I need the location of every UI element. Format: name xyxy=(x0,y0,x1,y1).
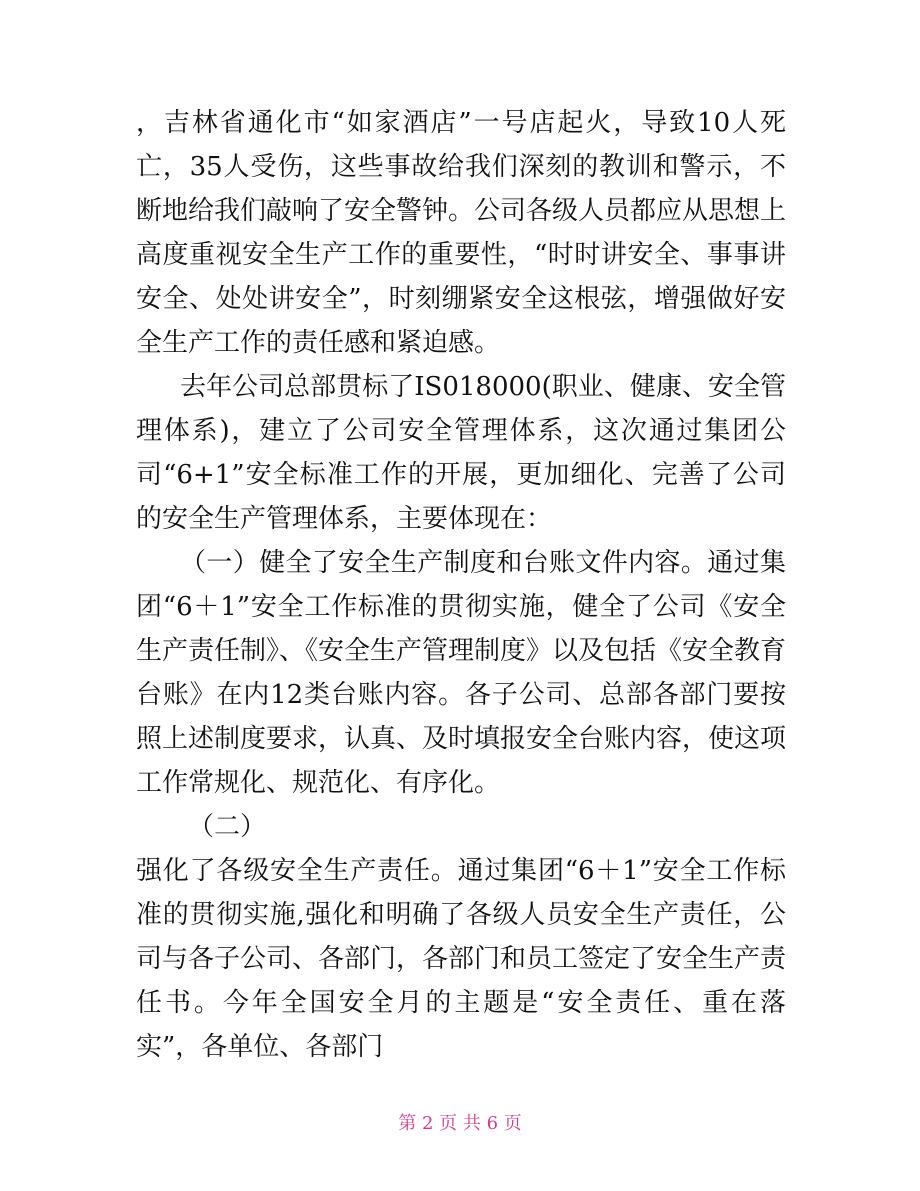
paragraph-item-one: （一）健全了安全生产制度和台账文件内容。通过集团“6＋1”安全工作标准的贯彻实施，健全了公司《安全生产责任制》、《安全生产管理制度》以及包括《安全教育台账》在内12类台账内容。各子公司、总部各部门要按照上述制度要求，认真、及时填报安全台账内容，使这项工作常规化、规范化、有序化。 xyxy=(136,548,787,798)
paragraph-fire-accident: ，吉林省通化市“如家酒店”一号店起火，导致10人死亡，35人受伤，这些事故给我们深刻的教训和警示，不断地给我们敲响了安全警钟。公司各级人员都应从思想上高度重视安全生产工作的重要性，“时时讲安全、事事讲安全、处处讲安全”，时刻绷紧安全这根弦，增强做好安全生产工作的责任感和紧迫感。 xyxy=(136,108,787,358)
paragraph-item-two-heading: （二） xyxy=(188,812,267,842)
page-number-footer: 第 2 页 共 6 页 xyxy=(398,1113,522,1134)
document-body xyxy=(136,101,786,1069)
paragraph-safety-system: 去年公司总部贯标了IS018000(职业、健康、安全管理体系)，建立了公司安全管理体系，这次通过集团公司“6+1”安全标准工作的开展，更加细化、完善了公司的安全生产管理体系，主要体现在： xyxy=(136,372,786,534)
paragraph-item-two-body: 强化了各级安全生产责任。通过集团“6＋1”安全工作标准的贯彻实施,强化和明确了各级人员安全生产责任，公司与各子公司、各部门，各部门和员工签定了安全生产责任书。今年全国安全月的主题是“安全责任、重在落实”，各单位、各部门 xyxy=(136,856,787,1062)
